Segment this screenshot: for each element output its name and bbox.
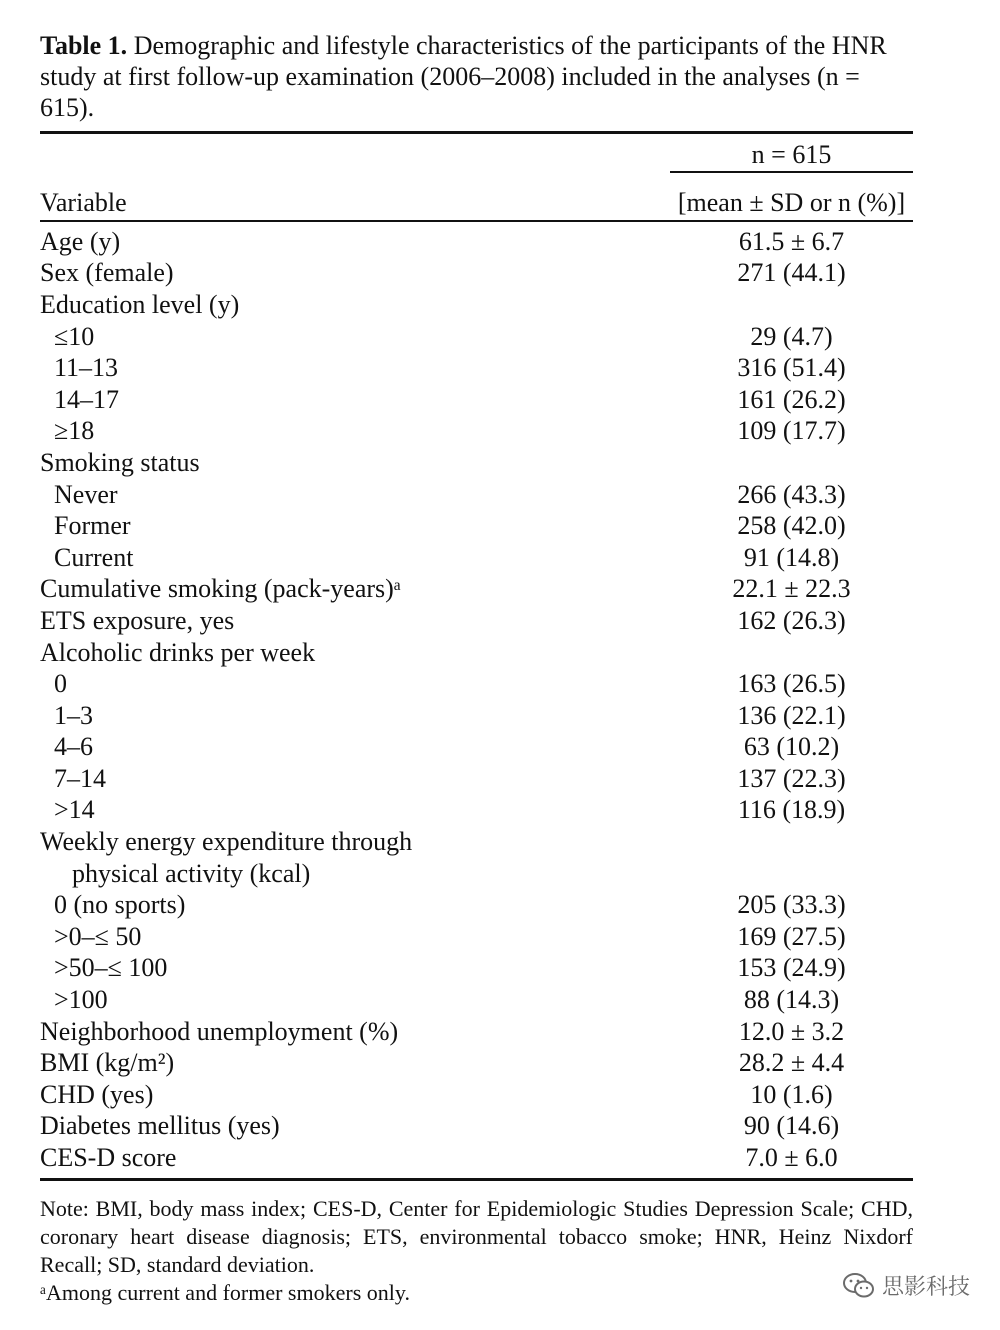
row-label: >14 <box>54 795 95 825</box>
table-row <box>40 605 913 637</box>
watermark-text: 思影科技 <box>881 1275 970 1300</box>
row-label: Diabetes mellitus (yes) <box>40 1111 280 1141</box>
table-footnote: ᵃAmong current and former smokers only. <box>40 1279 410 1305</box>
row-label: CES-D score <box>40 1143 177 1173</box>
watermark <box>842 1270 970 1301</box>
row-label: 11–13 <box>54 353 119 383</box>
caption-label: Table 1. <box>40 31 128 60</box>
row-value: 316 (51.4) <box>737 353 846 383</box>
row-value: 116 (18.9) <box>737 795 846 825</box>
table-row <box>40 542 913 574</box>
row-label: 0 <box>54 669 67 699</box>
table-row <box>40 953 913 985</box>
row-value: 29 (4.7) <box>750 321 833 351</box>
table-row <box>40 258 913 290</box>
table-row <box>40 700 913 732</box>
row-value: 88 (14.3) <box>743 985 840 1015</box>
row-label: >50–≤ 100 <box>54 953 168 983</box>
table-row <box>40 1111 913 1143</box>
row-value: 205 (33.3) <box>737 890 846 920</box>
wechat-icon <box>842 1272 876 1300</box>
table-row <box>40 321 913 353</box>
row-value: 10 (1.6) <box>750 1079 833 1109</box>
row-label: Cumulative smoking (pack-years)ᵃ <box>40 574 401 604</box>
row-label: BMI (kg/m²) <box>40 1048 175 1078</box>
row-value: 271 (44.1) <box>737 258 846 288</box>
row-label: Sex (female) <box>40 258 174 288</box>
table-row <box>40 1079 913 1111</box>
row-label: >0–≤ 50 <box>54 921 142 951</box>
row-label: >100 <box>54 985 108 1015</box>
table-row <box>40 858 913 890</box>
row-value: 109 (17.7) <box>737 416 846 446</box>
row-label: 7–14 <box>54 763 106 793</box>
row-label: CHD (yes) <box>40 1079 154 1109</box>
table-caption <box>40 30 913 123</box>
row-value: 162 (26.3) <box>737 605 846 635</box>
row-value: 63 (10.2) <box>743 732 840 762</box>
row-value: 61.5 ± 6.7 <box>738 226 845 256</box>
row-label: ≤10 <box>54 321 95 351</box>
table-row <box>40 1016 913 1048</box>
row-value: 266 (43.3) <box>737 479 846 509</box>
table-row <box>40 447 913 479</box>
row-label: Alcoholic drinks per week <box>40 637 316 667</box>
table-row <box>40 921 913 953</box>
row-label: Never <box>54 479 118 509</box>
stat-column-header: [mean ± SD or n (%)] <box>677 188 906 217</box>
row-label: ≥18 <box>54 416 95 446</box>
row-label: ETS exposure, yes <box>40 605 235 635</box>
table-body <box>40 222 913 1178</box>
row-label: 0 (no sports) <box>54 890 186 920</box>
sample-size-label: n = 615 <box>751 140 832 169</box>
table-row <box>40 984 913 1016</box>
row-label: 14–17 <box>54 384 119 414</box>
variable-column-header: Variable <box>40 188 127 217</box>
table-row <box>40 795 913 827</box>
table-row <box>40 732 913 764</box>
row-value: 169 (27.5) <box>737 921 846 951</box>
table-row <box>40 510 913 542</box>
caption-text: Demographic and lifestyle characteristics of the participants of the HNR study at first follow-up examination (2006–2008) included in the analyses (n = 615). <box>40 31 887 122</box>
row-value: 136 (22.1) <box>737 700 846 730</box>
table-row <box>40 352 913 384</box>
table-row <box>40 763 913 795</box>
table-container <box>40 30 913 1307</box>
row-label: 4–6 <box>54 732 93 762</box>
table-row <box>40 637 913 669</box>
row-label: Current <box>54 542 134 572</box>
row-value: 258 (42.0) <box>737 511 846 541</box>
table-row <box>40 889 913 921</box>
table-row <box>40 226 913 258</box>
table-row <box>40 1047 913 1079</box>
table-row <box>40 574 913 606</box>
row-label: Weekly energy expenditure through <box>40 827 413 857</box>
row-label: 1–3 <box>54 700 93 730</box>
row-value: 153 (24.9) <box>737 953 846 983</box>
row-value: 163 (26.5) <box>737 669 846 699</box>
row-label: Former <box>54 511 131 541</box>
table-row <box>40 668 913 700</box>
row-value: 12.0 ± 3.2 <box>738 1016 845 1046</box>
row-label: Neighborhood unemployment (%) <box>40 1016 399 1046</box>
table-header <box>40 134 913 220</box>
bottom-rule <box>40 1178 913 1181</box>
row-value: 7.0 ± 6.0 <box>745 1143 838 1173</box>
table-row <box>40 1142 913 1174</box>
row-label: Smoking status <box>40 447 200 477</box>
row-value: 28.2 ± 4.4 <box>738 1048 845 1078</box>
row-value: 137 (22.3) <box>737 763 846 793</box>
row-label: Education level (y) <box>40 289 240 319</box>
row-label: Age (y) <box>40 226 121 256</box>
row-value: 22.1 ± 22.3 <box>732 574 851 604</box>
row-label: physical activity (kcal) <box>72 858 311 888</box>
row-value: 90 (14.6) <box>743 1111 840 1141</box>
table-row <box>40 416 913 448</box>
row-value: 161 (26.2) <box>737 384 846 414</box>
table-row <box>40 479 913 511</box>
table-row <box>40 826 913 858</box>
table-row <box>40 289 913 321</box>
table-row <box>40 384 913 416</box>
table-note: Note: BMI, body mass index; CES-D, Center for Epidemiologic Studies Depression Scale; CHD, coronary heart disease diagnosis; ETS, environmental tobacco smoke; HNR, Heinz Nixdorf Recall; SD, standard deviation. <box>40 1195 913 1277</box>
row-value: 91 (14.8) <box>743 542 840 572</box>
header-span-rule <box>670 171 913 173</box>
